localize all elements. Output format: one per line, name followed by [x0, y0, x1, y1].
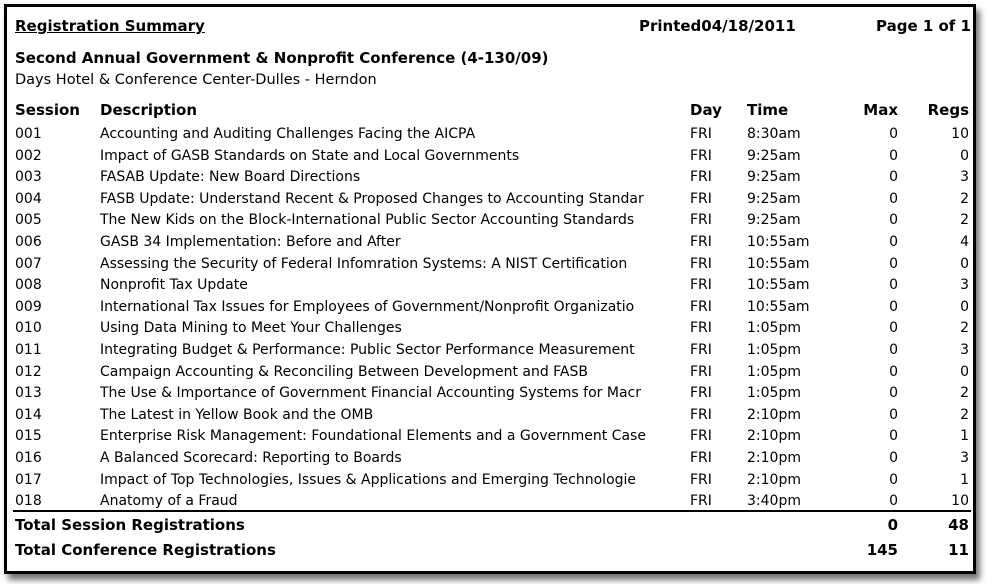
table-row	[13, 210, 971, 232]
row-day: FRI	[690, 277, 712, 294]
row-description: Using Data Mining to Meet Your Challenges	[100, 320, 402, 337]
row-regs: 0	[960, 363, 969, 380]
row-time: 10:55am	[747, 255, 810, 272]
row-time: 2:10pm	[747, 471, 801, 488]
row-regs: 0	[960, 147, 969, 164]
row-regs: 3	[960, 341, 969, 358]
row-day: FRI	[690, 493, 712, 510]
row-max: 0	[889, 298, 898, 315]
row-time: 2:10pm	[747, 406, 801, 423]
col-day: Day	[690, 101, 722, 119]
row-description: FASB Update: Understand Recent & Proposed Changes to Accounting Standar	[100, 190, 644, 207]
row-description: International Tax Issues for Employees of Government/Nonprofit Organizatio	[100, 298, 635, 315]
row-regs: 10	[951, 493, 969, 510]
col-description: Description	[100, 101, 198, 119]
row-max: 0	[889, 147, 898, 164]
row-regs: 2	[960, 190, 969, 207]
row-description: Impact of Top Technologies, Issues & Applications and Emerging Technologie	[100, 471, 637, 488]
row-session: 014	[15, 406, 42, 423]
row-time: 9:25am	[747, 212, 801, 229]
row-time: 9:25am	[747, 190, 801, 207]
row-max: 0	[889, 233, 898, 250]
row-regs: 2	[960, 385, 969, 402]
row-day: FRI	[690, 320, 712, 337]
row-description: Nonprofit Tax Update	[100, 277, 248, 294]
row-session: 013	[15, 385, 42, 402]
total-conference-label: Total Conference Registrations	[15, 541, 276, 559]
table-row	[13, 297, 971, 319]
row-day: FRI	[690, 385, 712, 402]
table-row	[13, 405, 971, 427]
row-day: FRI	[690, 341, 712, 358]
total-session-row	[13, 516, 971, 538]
row-description: The New Kids on the Block-International Public Sector Accounting Standards	[100, 212, 635, 229]
row-regs: 1	[960, 428, 969, 445]
row-time: 1:05pm	[747, 320, 801, 337]
row-max: 0	[889, 169, 898, 186]
row-max: 0	[889, 471, 898, 488]
row-time: 9:25am	[747, 147, 801, 164]
row-max: 0	[889, 190, 898, 207]
row-max: 0	[889, 493, 898, 510]
row-day: FRI	[690, 428, 712, 445]
row-day: FRI	[690, 190, 712, 207]
row-session: 010	[15, 320, 42, 337]
row-session: 011	[15, 341, 42, 358]
printed-label: Printed	[639, 17, 702, 35]
row-time: 8:30am	[747, 126, 801, 142]
row-description: Integrating Budget & Performance: Public Sector Performance Measurement	[100, 341, 635, 358]
row-day: FRI	[690, 147, 712, 164]
row-time: 10:55am	[747, 277, 810, 294]
table-row	[13, 146, 971, 168]
table-row	[13, 124, 971, 146]
table-row	[13, 383, 971, 405]
row-description: Impact of GASB Standards on State and Local Governments	[100, 147, 520, 164]
row-time: 1:05pm	[747, 341, 801, 358]
row-max: 0	[889, 449, 898, 466]
row-regs: 3	[960, 449, 969, 466]
row-description: Accounting and Auditing Challenges Facing the AICPA	[100, 126, 476, 142]
conference-venue: Days Hotel & Conference Center-Dulles - Herndon	[15, 72, 377, 88]
report-sheet	[13, 11, 971, 571]
row-regs: 3	[960, 169, 969, 186]
report-frame	[4, 4, 976, 574]
row-description: Enterprise Risk Management: Foundational Elements and a Government Case	[100, 428, 646, 445]
total-conference-regs: 11	[948, 541, 969, 559]
printed-date	[639, 17, 796, 35]
row-regs: 0	[960, 255, 969, 272]
table-row	[13, 254, 971, 276]
total-session-label: Total Session Registrations	[15, 516, 245, 534]
row-session: 017	[15, 471, 42, 488]
row-max: 0	[889, 255, 898, 272]
total-session-max: 0	[887, 516, 898, 534]
row-max: 0	[889, 341, 898, 358]
row-regs: 10	[951, 126, 969, 142]
row-session: 012	[15, 363, 42, 380]
page-indicator: Page 1 of 1	[876, 17, 971, 35]
row-session: 005	[15, 212, 42, 229]
row-max: 0	[889, 320, 898, 337]
row-description: Assessing the Security of Federal Infomration Systems: A NIST Certification	[100, 255, 628, 272]
row-session: 009	[15, 298, 42, 315]
table-row	[13, 362, 971, 384]
table-row	[13, 426, 971, 448]
row-day: FRI	[690, 169, 712, 186]
row-time: 3:40pm	[747, 493, 801, 510]
row-description: GASB 34 Implementation: Before and After	[100, 233, 401, 250]
row-max: 0	[889, 126, 898, 142]
row-time: 2:10pm	[747, 449, 801, 466]
col-session: Session	[15, 101, 80, 119]
row-session: 001	[15, 126, 42, 142]
row-session: 002	[15, 147, 42, 164]
row-max: 0	[889, 363, 898, 380]
table-row	[13, 340, 971, 362]
conference-title: Second Annual Government & Nonprofit Conference (4-130/09)	[15, 49, 549, 67]
row-session: 016	[15, 449, 42, 466]
row-time: 2:10pm	[747, 428, 801, 445]
totals-divider	[13, 510, 971, 512]
col-regs: Regs	[927, 101, 969, 119]
table-row	[13, 232, 971, 254]
total-conference-row	[13, 541, 971, 563]
row-day: FRI	[690, 233, 712, 250]
report-title: Registration Summary	[15, 17, 205, 35]
table-row	[13, 448, 971, 470]
row-regs: 1	[960, 471, 969, 488]
row-day: FRI	[690, 255, 712, 272]
row-description: A Balanced Scorecard: Reporting to Boards	[100, 449, 402, 466]
row-time: 10:55am	[747, 298, 810, 315]
row-day: FRI	[690, 471, 712, 488]
row-max: 0	[889, 212, 898, 229]
row-session: 015	[15, 428, 42, 445]
row-regs: 2	[960, 406, 969, 423]
row-day: FRI	[690, 363, 712, 380]
table-row	[13, 275, 971, 297]
row-time: 1:05pm	[747, 385, 801, 402]
row-max: 0	[889, 428, 898, 445]
table-row	[13, 470, 971, 492]
total-session-regs: 48	[948, 516, 969, 534]
table-body	[13, 124, 971, 513]
row-day: FRI	[690, 406, 712, 423]
row-regs: 0	[960, 298, 969, 315]
row-time: 1:05pm	[747, 363, 801, 380]
table-row	[13, 189, 971, 211]
col-time: Time	[747, 101, 789, 119]
printed-date-value: 04/18/2011	[701, 17, 796, 35]
row-regs: 2	[960, 212, 969, 229]
row-max: 0	[889, 406, 898, 423]
row-session: 018	[15, 493, 42, 510]
row-day: FRI	[690, 298, 712, 315]
row-session: 007	[15, 255, 42, 272]
row-description: FASAB Update: New Board Directions	[100, 169, 361, 186]
row-day: FRI	[690, 449, 712, 466]
row-regs: 3	[960, 277, 969, 294]
row-regs: 2	[960, 320, 969, 337]
table-row	[13, 167, 971, 189]
row-description: The Use & Importance of Government Financial Accounting Systems for Macr	[100, 385, 641, 402]
row-time: 10:55am	[747, 233, 810, 250]
table-row	[13, 318, 971, 340]
row-session: 008	[15, 277, 42, 294]
row-description: Campaign Accounting & Reconciling Between Development and FASB	[100, 363, 589, 380]
row-description: The Latest in Yellow Book and the OMB	[100, 406, 374, 423]
row-day: FRI	[690, 126, 712, 142]
row-session: 004	[15, 190, 42, 207]
row-session: 003	[15, 169, 42, 186]
row-regs: 4	[960, 233, 969, 250]
table-header	[13, 101, 971, 121]
row-max: 0	[889, 385, 898, 402]
row-session: 006	[15, 233, 42, 250]
total-conference-max: 145	[866, 541, 898, 559]
col-max: Max	[863, 101, 898, 119]
row-max: 0	[889, 277, 898, 294]
row-day: FRI	[690, 212, 712, 229]
row-description: Anatomy of a Fraud	[100, 493, 238, 510]
row-time: 9:25am	[747, 169, 801, 186]
